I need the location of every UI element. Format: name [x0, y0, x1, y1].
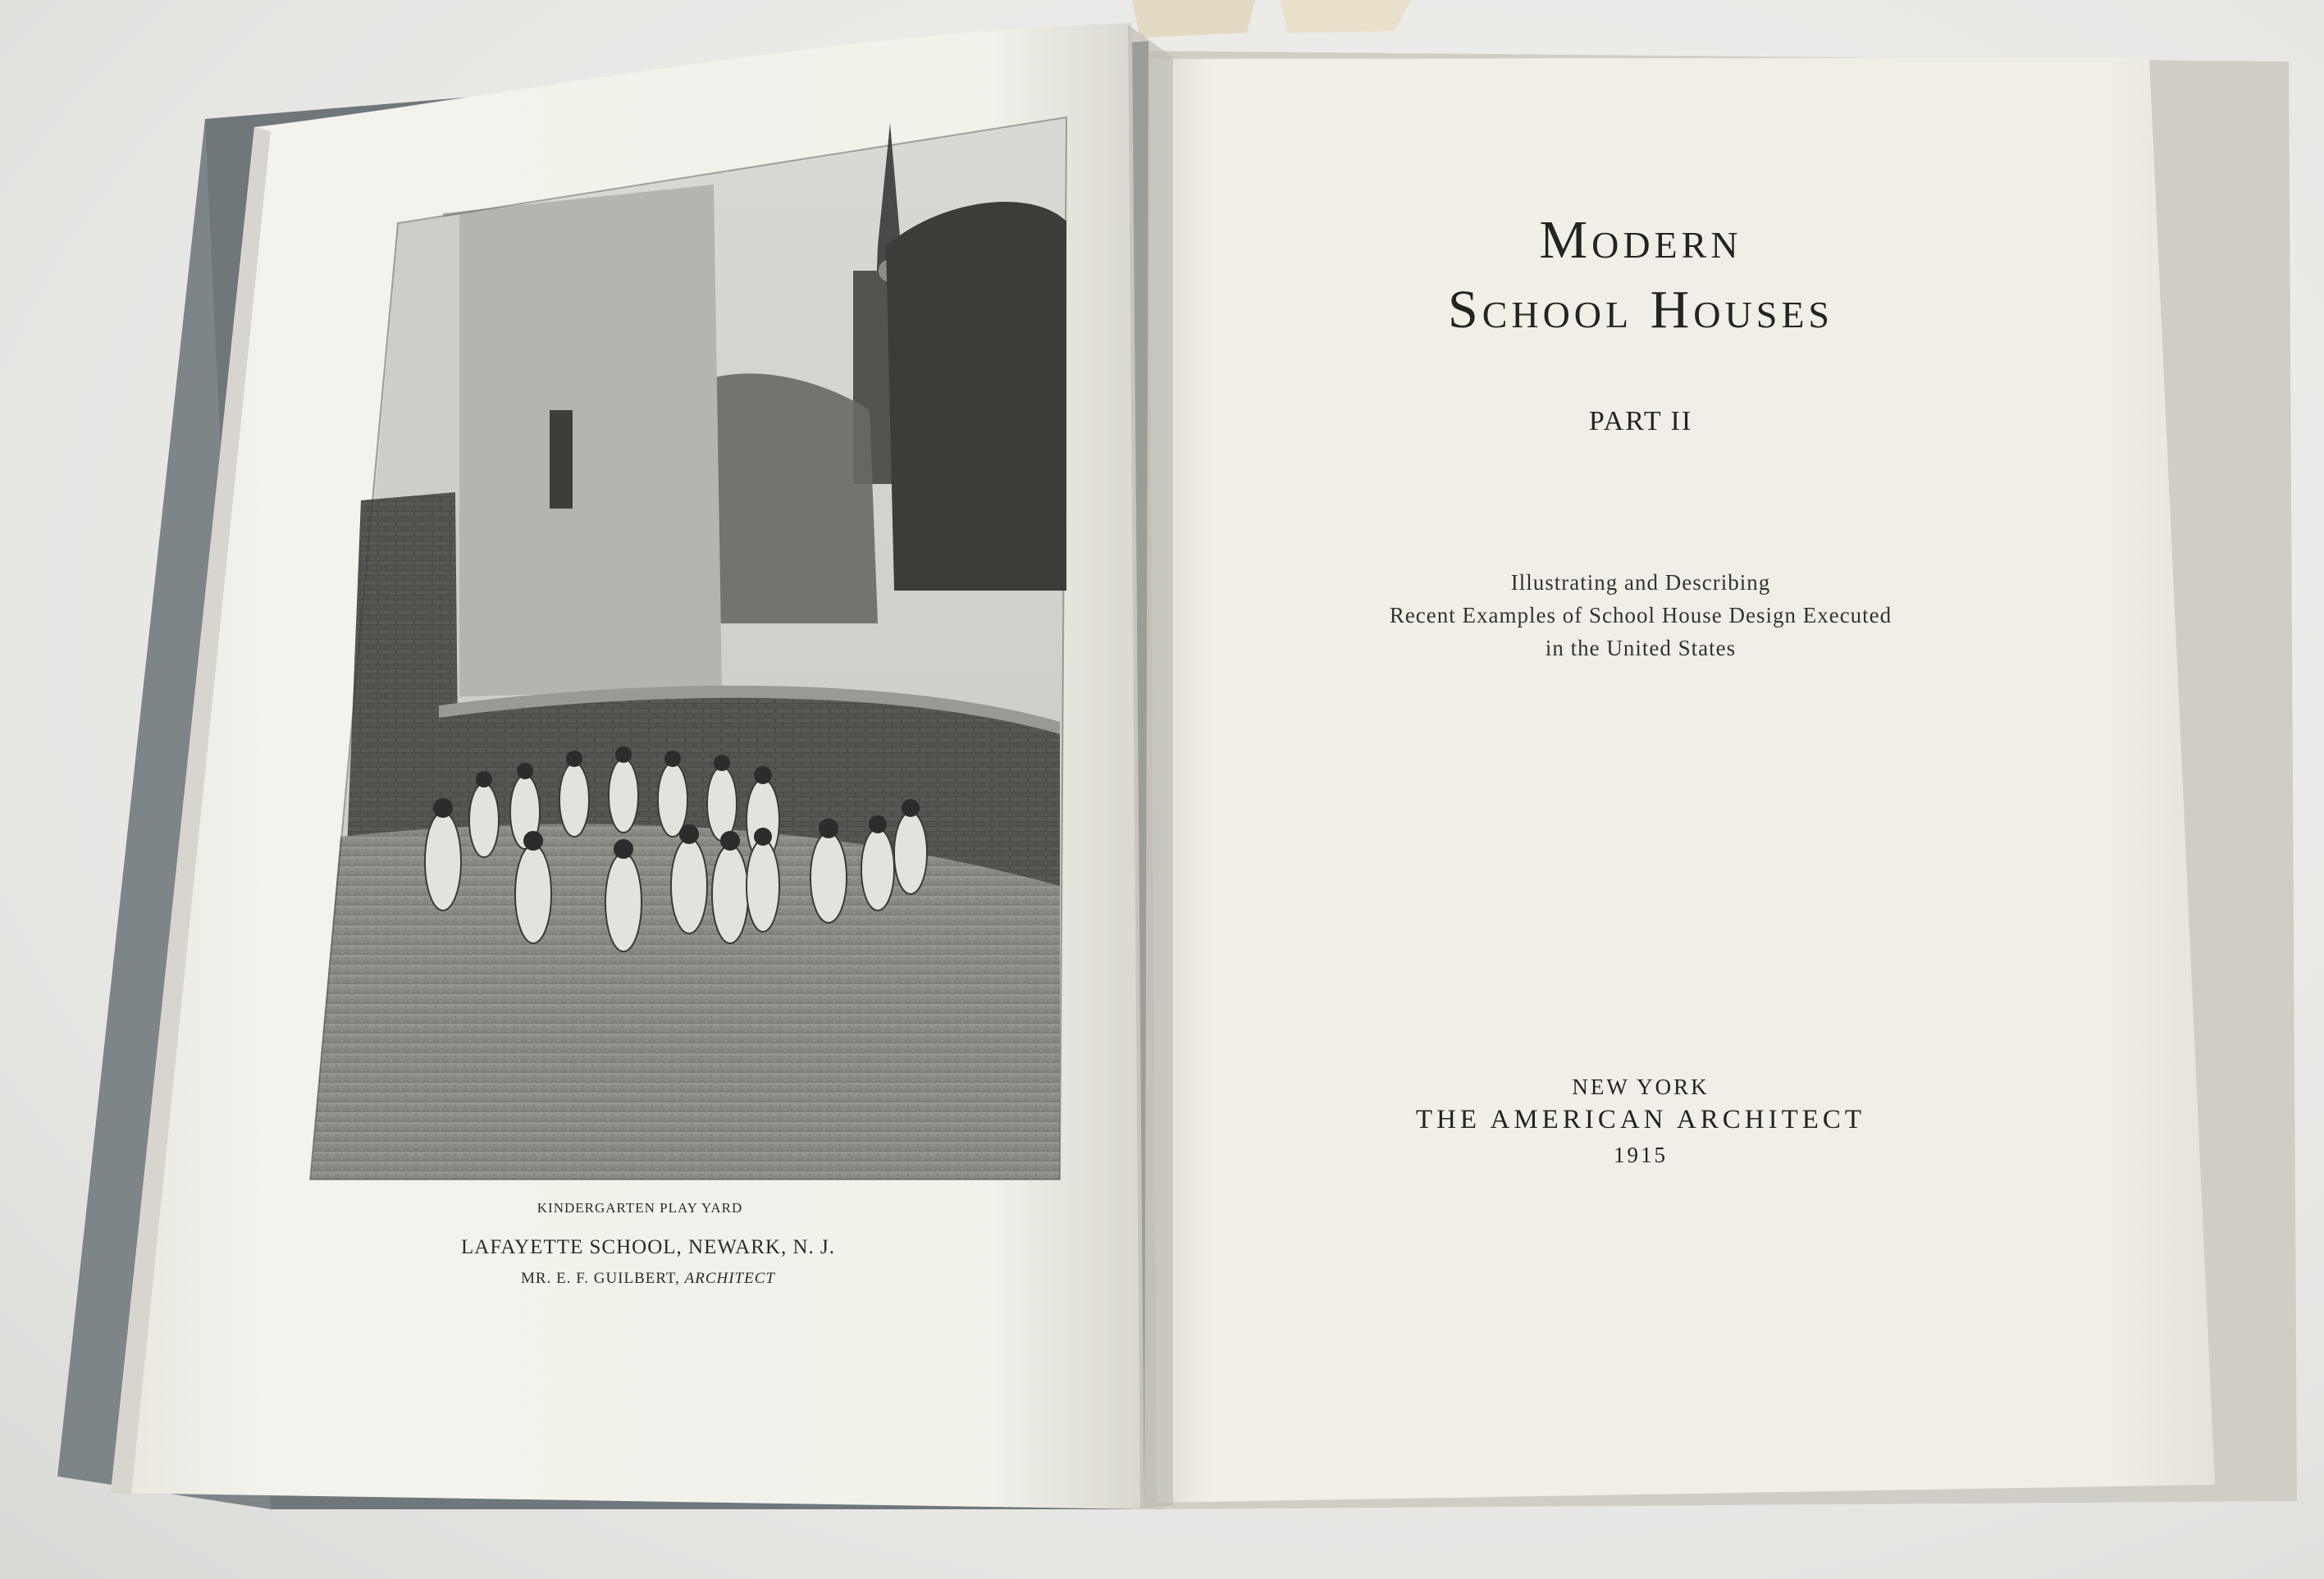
frontispiece-photo	[310, 117, 1066, 1180]
description-line: in the United States	[1545, 636, 1737, 660]
photo-caption-title: KINDERGARTEN PLAY YARD	[536, 1200, 743, 1216]
book-title-line1: Modern	[1539, 210, 1742, 270]
book-title-line2: School Houses	[1447, 280, 1833, 340]
building-window	[550, 410, 573, 509]
publication-year: 1915	[1614, 1143, 1668, 1167]
description-line: Recent Examples of School House Design Executed	[1389, 603, 1893, 627]
trees	[886, 202, 1066, 591]
school-building	[443, 185, 722, 697]
photo-caption-architect	[459, 1270, 837, 1288]
architect-name: MR. E. F. GUILBERT,	[521, 1270, 680, 1287]
architect-role: ARCHITECT	[684, 1270, 775, 1287]
publisher-city: NEW YORK	[1572, 1075, 1710, 1099]
tape-remnant	[1132, 0, 1255, 38]
description-line: Illustrating and Describing	[1510, 570, 1771, 595]
publisher-name: THE AMERICAN ARCHITECT	[1415, 1105, 1866, 1134]
tape-remnant	[1280, 0, 1411, 33]
right-page	[1148, 57, 2215, 1503]
photo-caption-school: LAFAYETTE SCHOOL, NEWARK, N. J.	[461, 1236, 835, 1258]
book-part: PART II	[1588, 406, 1693, 436]
book-description	[1329, 566, 1952, 664]
